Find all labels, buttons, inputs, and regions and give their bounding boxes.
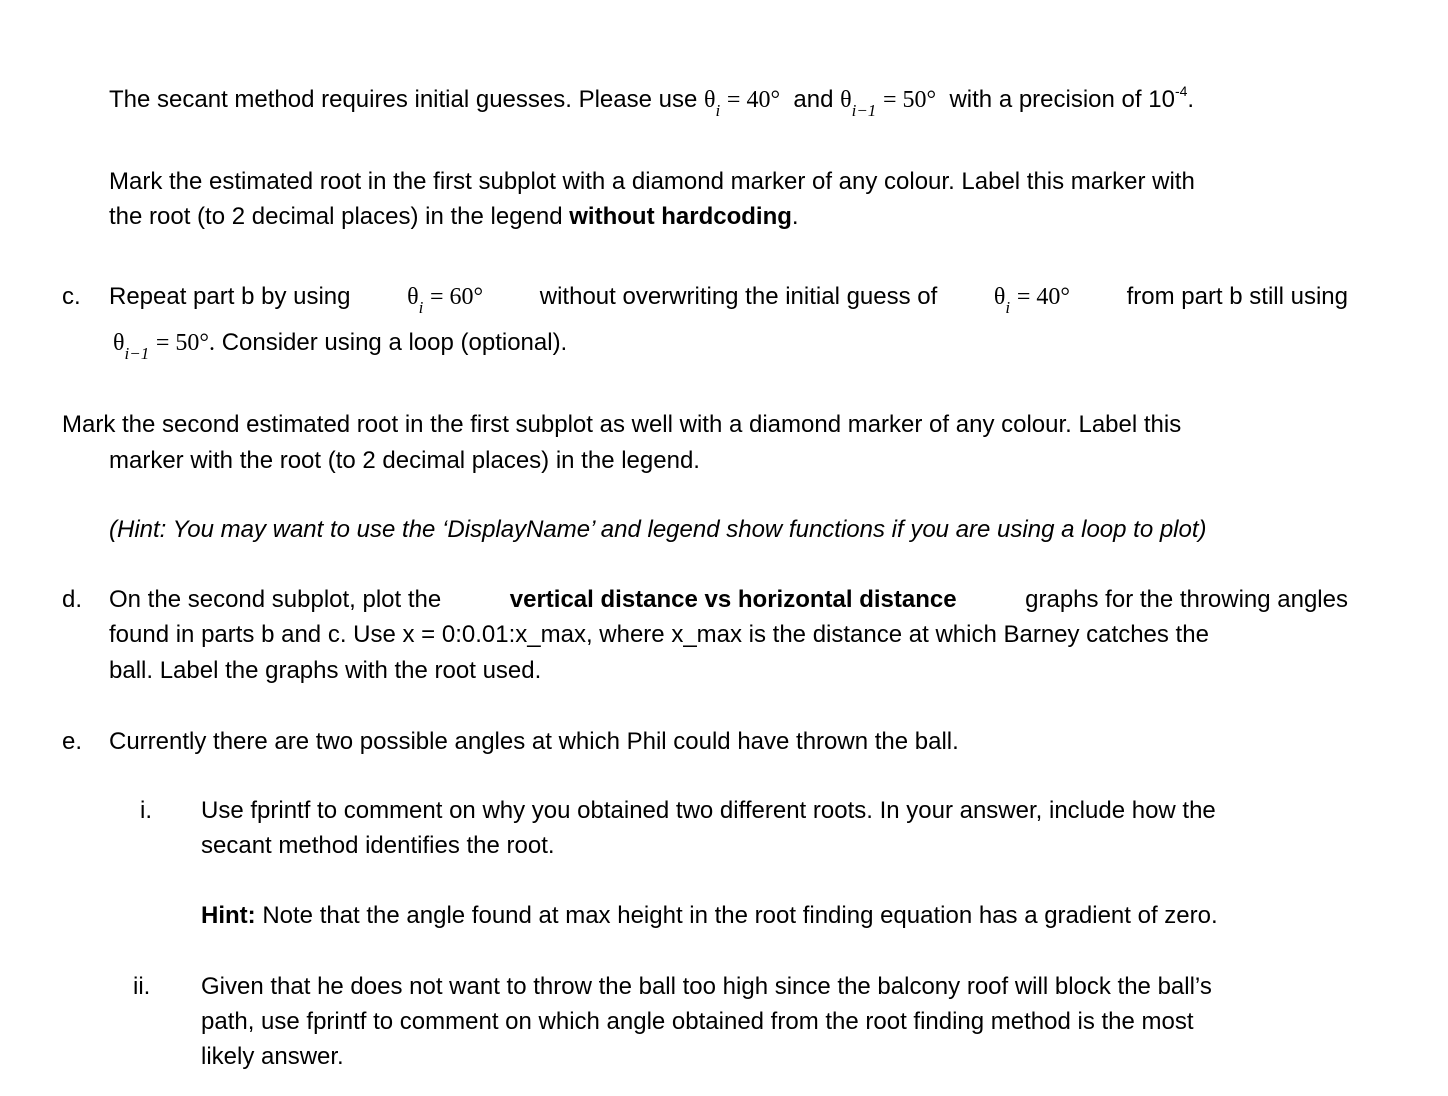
part-e-ii-line-3: likely answer.	[201, 1043, 344, 1070]
part-c-line-2: $\theta_{i-1} = 50^\circ$. Consider using a loop (optional).	[113, 329, 568, 363]
part-d-line-3: ball. Label the graphs with the root used.	[109, 657, 542, 684]
part-e-line-1: Currently there are two possible angles at which Phil could have thrown the ball.	[109, 728, 959, 755]
part-c-para2-line-1: Mark the second estimated root in the first subplot as well with a diamond marker of any colour. Label this	[62, 411, 1182, 438]
part-c-para2-line-2: marker with the root (to 2 decimal places) in the legend.	[109, 447, 700, 474]
part-e-ii-line-1: Given that he does not want to throw the ball too high since the balcony roof will block the ball’s	[201, 973, 1212, 1000]
mark-root-line-1: Mark the estimated root in the first subplot with a diamond marker of any colour. Label this marker with	[109, 168, 1195, 195]
part-c-line-1: Repeat part b by using $\theta_i = 60^\circ$ without overwriting the initial guess of $\theta_i = 40^\circ$ from part b still using	[109, 283, 1348, 317]
part-d-line-2: found in parts b and c. Use x = 0:0.01:x_max, where x_max is the distance at which Barney catches the	[109, 621, 1209, 648]
hint-italic: (Hint: You may want to use the ‘DisplayName’ and legend show functions if you are using a loop to plot)	[109, 516, 1207, 543]
theta-symbol: θ	[704, 87, 716, 113]
item-marker-d: d.	[62, 586, 83, 613]
mark-root-line-2: the root (to 2 decimal places) in the legend without hardcoding.	[109, 203, 799, 230]
part-e-i-line-1: Use fprintf to comment on why you obtained two different roots. In your answer, include how the	[201, 797, 1216, 824]
hint-max-height: Hint: Note that the angle found at max height in the root finding equation has a gradient of zero.	[201, 902, 1218, 929]
exponent: -4	[1174, 83, 1188, 99]
part-d-line-1: On the second subplot, plot the vertical distance vs horizontal distance graphs for the throwing angles	[109, 586, 1348, 613]
secant-guess-line: The secant method requires initial guesses. Please use $\theta_i = 40^\circ$ and $\theta_{i-1} = 50^\circ$ with a precision of $10^{-4}$.	[109, 83, 1195, 120]
part-e-i-line-2: secant method identifies the root.	[201, 832, 555, 859]
part-e-ii-line-2: path, use fprintf to comment on which angle obtained from the root finding method is the most	[201, 1008, 1194, 1035]
item-marker-i: i.	[140, 797, 152, 824]
bold-without-hardcoding: without hardcoding	[569, 203, 792, 230]
item-marker-e: e.	[62, 728, 83, 755]
item-marker-ii: ii.	[133, 973, 151, 1000]
item-marker-c: c.	[62, 283, 81, 310]
bold-vertical-vs-horizontal: vertical distance vs horizontal distance	[509, 586, 957, 613]
